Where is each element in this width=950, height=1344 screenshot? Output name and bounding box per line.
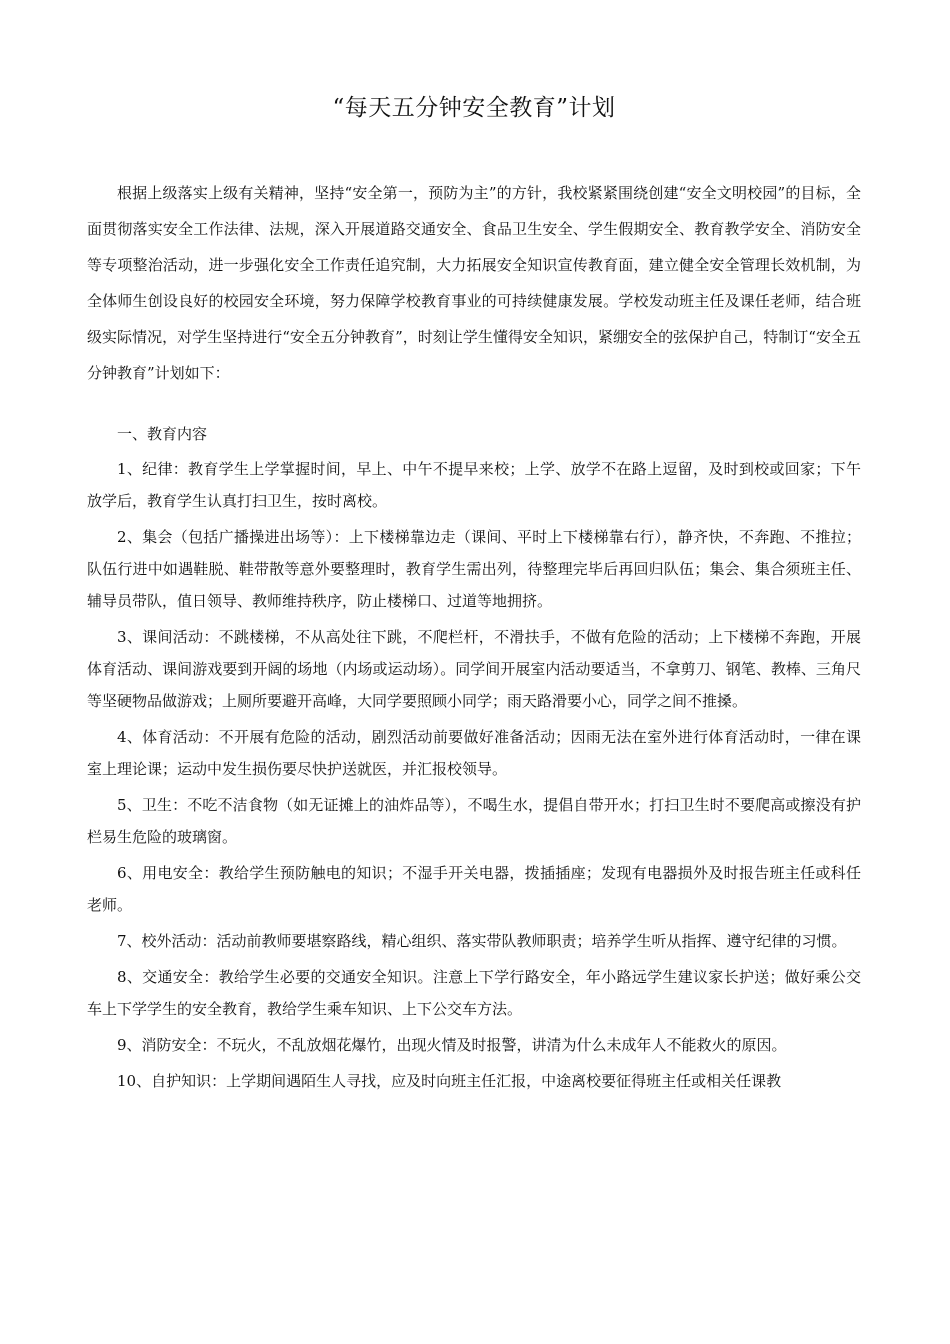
content-item-discipline: 1、纪律：教育学生上学掌握时间，早上、中午不提早来校；上学、放学不在路上逗留，及时到校或回家；下午放学后，教育学生认真打扫卫生，按时离校。 [87, 460, 861, 510]
content-item-recess-activities: 3、课间活动：不跳楼梯，不从高处往下跳，不爬栏杆，不滑扶手，不做有危险的活动；上下楼梯不奔跑，开展体育活动、课间游戏要到开阔的场地（内场或运动场）。同学间开展室内活动要适当，不拿剪刀、钢笔、教棒、三角尺等坚硬物品做游戏；上厕所要避开高峰，大同学要照顾小同学；雨天路滑要小心，同学之间不推搡。 [87, 628, 861, 710]
content-item-self-protection: 10、自护知识：上学期间遇陌生人寻找，应及时向班主任汇报，中途离校要征得班主任或相关任课教 [117, 1072, 782, 1090]
document-page [87, 88, 861, 1097]
intro-paragraph: 根据上级落实上级有关精神，坚持“安全第一，预防为主”的方针，我校紧紧围绕创建“安全文明校园”的目标，全面贯彻落实安全工作法律、法规，深入开展道路交通安全、食品卫生安全、学生假期安全、教育教学安全、消防安全等专项整治活动，进一步强化安全工作责任追究制，大力拓展安全知识宣传教育面，建立健全安全管理长效机制，为全体师生创设良好的校园安全环境，努力保障学校教育事业的可持续健康发展。学校发动班主任及课任老师，结合班级实际情况，对学生坚持进行“安全五分钟教育”，时刻让学生懂得安全知识，紧绷安全的弦保护自己，特制订“安全五分钟教育”计划如下： [87, 184, 861, 382]
content-item-sports-activities: 4、体育活动：不开展有危险的活动，剧烈活动前要做好准备活动；因雨无法在室外进行体育活动时，一律在课室上理论课；运动中发生损伤要尽快护送就医，并汇报校领导。 [87, 728, 861, 778]
content-item-electrical-safety: 6、用电安全：教给学生预防触电的知识；不湿手开关电器，拨插插座；发现有电器损外及时报告班主任或科任老师。 [87, 864, 861, 914]
section-heading-education-content: 一、教育内容 [117, 425, 208, 443]
content-item-assembly: 2、集会（包括广播操进出场等）：上下楼梯靠边走（课间、平时上下楼梯靠右行），静齐快，不奔跑、不推拉；队伍行进中如遇鞋脱、鞋带散等意外要整理时，教育学生需出列，待整理完毕后再回归队伍；集会、集合须班主任、辅导员带队，值日领导、教师维持秩序，防止楼梯口、过道等地拥挤。 [87, 528, 861, 610]
content-item-traffic-safety: 8、交通安全：教给学生必要的交通安全知识。注意上下学行路安全，年小路远学生建议家长护送；做好乘公交车上下学学生的安全教育，教给学生乘车知识、上下公交车方法。 [87, 968, 861, 1018]
content-item-fire-safety: 9、消防安全：不玩火，不乱放烟花爆竹，出现火情及时报警，讲清为什么未成年人不能救火的原因。 [117, 1036, 787, 1054]
document-title: “每天五分钟安全教育”计划 [332, 95, 616, 121]
content-item-off-campus-activities: 7、校外活动：活动前教师要堪察路线，精心组织、落实带队教师职责；培养学生听从指挥、遵守纪律的习惯。 [117, 932, 847, 950]
content-item-hygiene: 5、卫生：不吃不洁食物（如无证摊上的油炸品等），不喝生水，提倡自带开水；打扫卫生时不要爬高或擦没有护栏易生危险的玻璃窗。 [87, 796, 861, 846]
